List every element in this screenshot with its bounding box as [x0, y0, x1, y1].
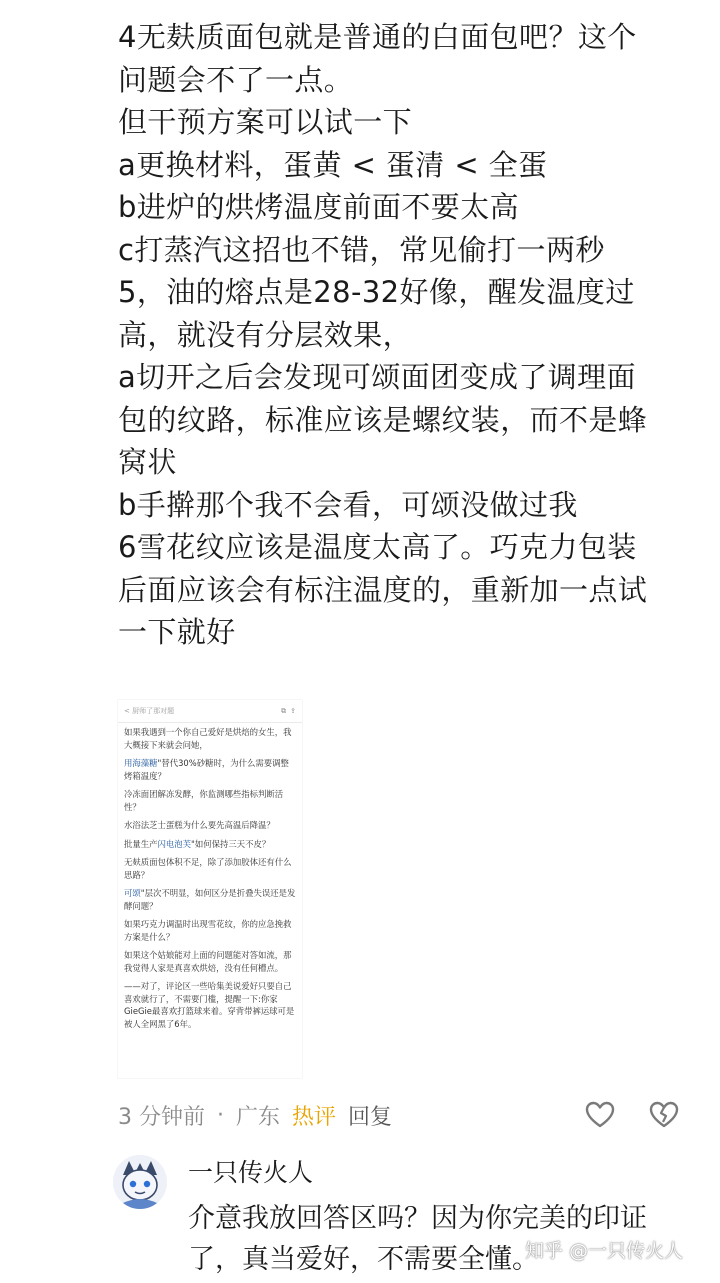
watermark: 知乎 @一只传火人	[525, 1240, 684, 1262]
share-icon: ⇪	[290, 706, 296, 715]
image-paragraph-text: 冷冻面团解冻发酵，你监测哪些指标判断活性？	[124, 789, 284, 812]
image-paragraph	[124, 819, 296, 832]
image-paragraph	[124, 949, 296, 974]
reply-button[interactable]: 回复	[348, 1104, 393, 1130]
comment-time: 3 分钟前	[118, 1104, 205, 1130]
reply-author[interactable]: 一只传火人	[188, 1158, 314, 1187]
comment-line: 4无麸质面包就是普通的白面包吧？这个	[118, 20, 637, 54]
image-paragraph-text: "如何保持三天不皮？	[191, 838, 271, 849]
avatar-illustration	[113, 1155, 167, 1209]
comment-line: a切开之后会发现可颂面团变成了调理面	[118, 360, 636, 394]
image-paragraph	[124, 887, 296, 912]
image-paragraph-text: "替代30%砂糖时，为什么需要调整烤箱温度？	[124, 758, 289, 781]
image-paragraph-text: ——对了，评论区一些哈集美说爱好只要自己喜欢就行了，不需要门槛，提醒一下:你家GieGie最喜欢打篮球来着。穿背带裤运球可是被人全网黑了6年。	[124, 981, 295, 1029]
image-paragraph	[124, 726, 296, 751]
reply-line: 介意我放回答区吗？因为你完美的印证	[188, 1203, 647, 1234]
image-paragraph-text: 如果这个姑娘能对上面的问题能对答如流，那我觉得人家是真喜欢烘焙，没有任何槽点。	[124, 950, 292, 973]
image-paragraph	[124, 757, 296, 782]
comment-line: 一下就好	[118, 615, 236, 649]
comment-line: 窝状	[118, 445, 177, 479]
image-paragraph	[124, 838, 296, 851]
hot-comment-badge: 热评	[292, 1104, 337, 1130]
image-paragraph-text: 如果我遇到一个你自己爱好是烘焙的女生，我大概接下来就会问她，	[124, 727, 292, 750]
comment-meta	[118, 1098, 392, 1132]
image-highlight-link: 可颂	[124, 888, 141, 898]
meta-separator: ·	[217, 1102, 224, 1128]
avatar[interactable]	[113, 1155, 167, 1209]
comment-line: 6雪花纹应该是温度太高了。巧克力包装	[118, 530, 637, 564]
comment-line: a更换材料，蛋黄 < 蛋清 < 全蛋	[118, 147, 548, 182]
comment-line: 问题会不了一点。	[118, 62, 354, 97]
comment-line: 但干预方案可以试一下	[118, 105, 413, 139]
comment-image[interactable]	[118, 700, 302, 1078]
image-paragraph-text: 如果巧克力调温时出现雪花纹，你的应急挽救方案是什么？	[124, 919, 292, 942]
comment-icon: ⧉	[281, 706, 287, 715]
comment-body	[118, 16, 678, 654]
comment-line: 高，就没有分层效果，	[118, 317, 413, 352]
image-paragraph	[124, 918, 296, 943]
comment-line: 后面应该会有标注温度的，重新加一点试	[118, 572, 648, 607]
image-highlight-link: 闪电泡芙	[157, 838, 191, 849]
comment-line: c打蒸汽这招也不错，常见偷打一两秒	[118, 232, 605, 267]
image-content	[118, 723, 302, 1078]
broken-heart-icon[interactable]	[648, 1099, 680, 1131]
image-paragraph-text: 水浴法芝士蛋糕为什么要先高温后降温？	[124, 820, 275, 830]
image-paragraph-text: 批量生产	[124, 838, 158, 849]
comment-line: 包的纹路，标准应该是螺纹装，而不是蜂	[118, 402, 648, 437]
image-paragraph	[124, 980, 296, 1030]
image-paragraph-text: 无麸质面包体积不足，除了添加胶体还有什么思路？	[124, 857, 292, 880]
comment-location: 广东	[236, 1104, 281, 1130]
reply-line: 了，真当爱好，不需要全懂。	[188, 1244, 539, 1275]
image-paragraph	[124, 788, 296, 813]
image-highlight-link: 用海藻糖	[124, 758, 158, 768]
image-paragraph-text: "层次不明显，如何区分是折叠失误还是发酵问题？	[124, 888, 296, 911]
comment-line: 5，油的熔点是28-32好像，醒发温度过	[118, 275, 635, 309]
comment-line: b进炉的烘烤温度前面不要太高	[118, 190, 520, 224]
image-header	[118, 700, 302, 723]
image-paragraph	[124, 856, 296, 881]
heart-icon[interactable]	[584, 1099, 616, 1131]
comment-line: b手擀那个我不会看，可颂没做过我	[118, 487, 578, 522]
image-header-title: < 厨师了那对题	[124, 706, 175, 715]
